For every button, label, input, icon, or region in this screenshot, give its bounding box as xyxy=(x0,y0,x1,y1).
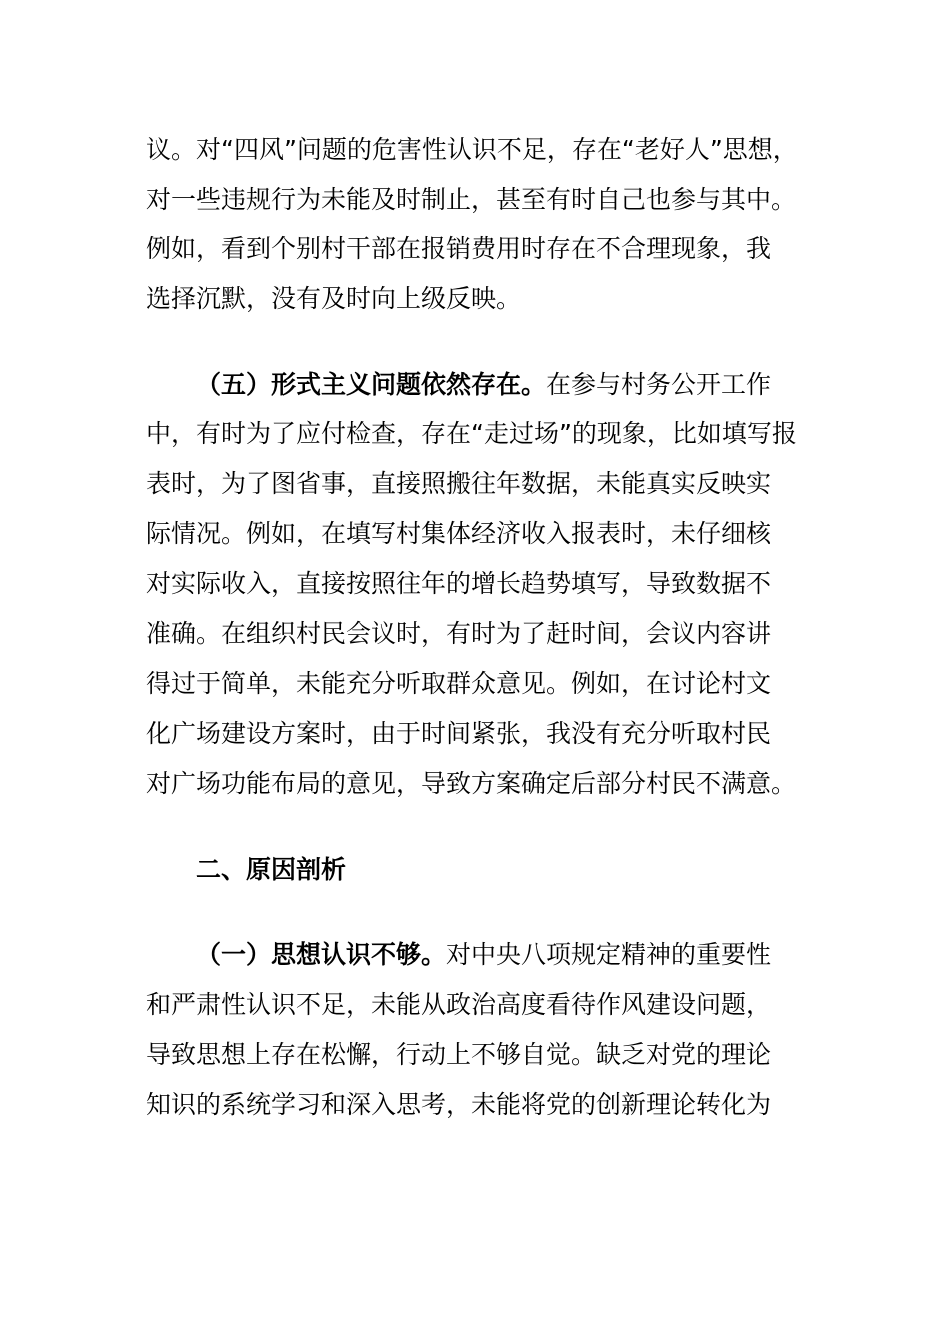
text-line: 对一些违规行为未能及时制止，甚至有时自己也参与其中。 xyxy=(146,185,797,214)
text-line: 议。对“四风”问题的危害性认识不足，存在“老好人”思想， xyxy=(146,135,798,164)
paragraph-first-line xyxy=(196,369,771,401)
section-heading: 二、原因剖析 xyxy=(196,855,347,884)
text-line: 际情况。例如，在填写村集体经济收入报表时，未仔细核 xyxy=(146,519,772,548)
text-line: 对广场功能布局的意见，导致方案确定后部分村民不满意。 xyxy=(146,769,797,798)
text-line: 得过于简单，未能充分听取群众意见。例如，在讨论村文 xyxy=(146,669,772,698)
text-line: 知识的系统学习和深入思考，未能将党的创新理论转化为 xyxy=(146,1090,772,1119)
text-line: 表时，为了图省事，直接照搬往年数据，未能真实反映实 xyxy=(146,469,772,498)
paragraph-text: 在参与村务公开工作 xyxy=(546,370,772,399)
text-line: 选择沉默，没有及时向上级反映。 xyxy=(146,284,522,313)
text-line: 准确。在组织村民会议时，有时为了赶时间，会议内容讲 xyxy=(146,619,772,648)
text-line: 中，有时为了应付检查，存在“走过场”的现象，比如填写报 xyxy=(146,419,797,448)
paragraph-heading: （五）形式主义问题依然存在。 xyxy=(196,370,547,399)
text-line: 例如，看到个别村干部在报销费用时存在不合理现象，我 xyxy=(146,234,772,263)
paragraph-first-line xyxy=(196,939,771,971)
text-line: 和严肃性认识不足，未能从政治高度看待作风建设问题， xyxy=(146,990,772,1019)
text-line: 对实际收入，直接按照往年的增长趋势填写，导致数据不 xyxy=(146,569,772,598)
text-line: 导致思想上存在松懈，行动上不够自觉。缺乏对党的理论 xyxy=(146,1040,772,1069)
text-line: 化广场建设方案时，由于时间紧张，我没有充分听取村民 xyxy=(146,719,772,748)
paragraph-text: 对中央八项规定精神的重要性 xyxy=(446,940,772,969)
paragraph-heading: （一）思想认识不够。 xyxy=(196,940,447,969)
